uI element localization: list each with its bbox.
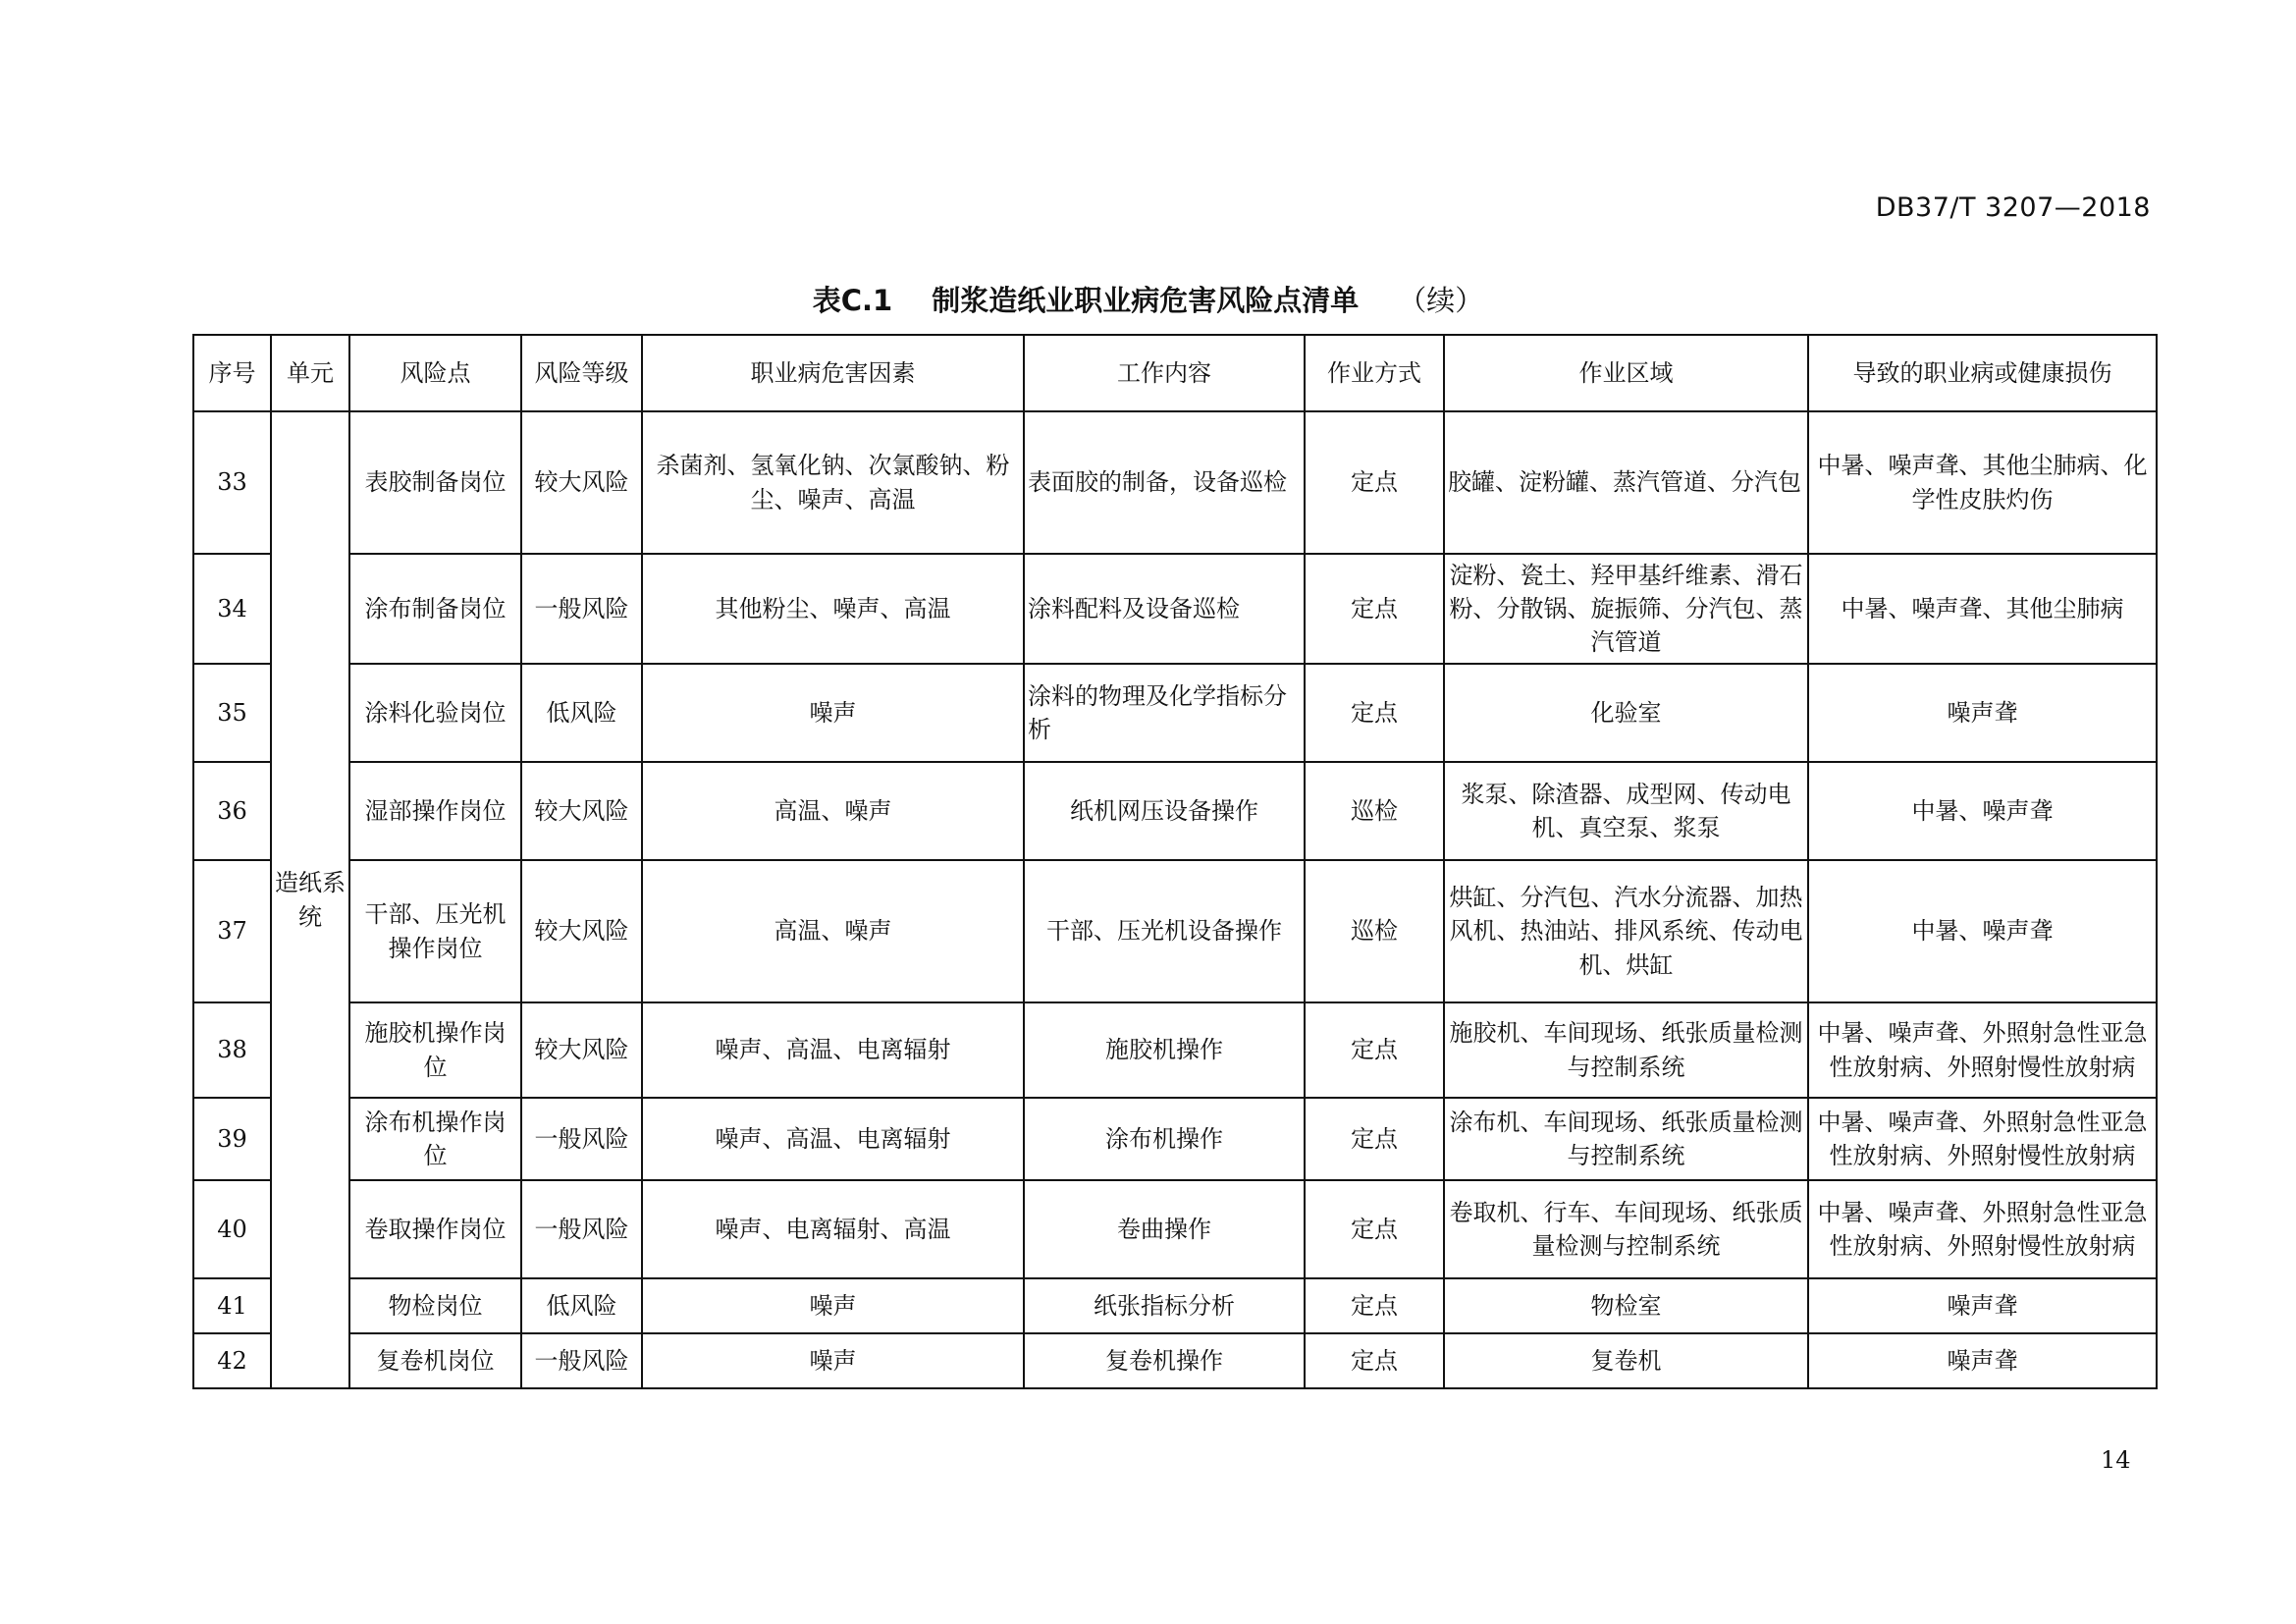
- disease-cell: 中暑、噪声聋、其他尘肺病: [1808, 554, 2157, 664]
- hazard-factors-cell: 噪声: [642, 664, 1024, 762]
- risk-table: [192, 334, 2158, 1389]
- column-header-work-mode: 作业方式: [1305, 335, 1444, 411]
- hazard-factors-cell: 高温、噪声: [642, 762, 1024, 860]
- column-header-risk-level: 风险等级: [521, 335, 642, 411]
- work-area-cell: 淀粉、瓷土、羟甲基纤维素、滑石粉、分散锅、旋振筛、分汽包、蒸汽管道: [1444, 554, 1808, 664]
- work-area-cell: 化验室: [1444, 664, 1808, 762]
- table-row: [193, 860, 2157, 1002]
- disease-cell: 噪声聋: [1808, 1278, 2157, 1333]
- disease-cell: 中暑、噪声聋、外照射急性亚急性放射病、外照射慢性放射病: [1808, 1180, 2157, 1278]
- table-row: [193, 554, 2157, 664]
- work-content-cell: 施胶机操作: [1024, 1002, 1305, 1098]
- table-row: [193, 762, 2157, 860]
- work-content-cell: 纸机网压设备操作: [1024, 762, 1305, 860]
- disease-cell: 中暑、噪声聋、其他尘肺病、化学性皮肤灼伤: [1808, 411, 2157, 554]
- risk-point-cell: 施胶机操作岗位: [349, 1002, 521, 1098]
- row-number: 36: [193, 762, 271, 860]
- hazard-factors-cell: 噪声、高温、电离辐射: [642, 1098, 1024, 1180]
- work-mode-cell: 定点: [1305, 1002, 1444, 1098]
- hazard-factors-cell: 噪声、高温、电离辐射: [642, 1002, 1024, 1098]
- row-number: 38: [193, 1002, 271, 1098]
- column-header-hazard-factors: 职业病危害因素: [642, 335, 1024, 411]
- risk-level-cell: 较大风险: [521, 1002, 642, 1098]
- column-header-disease: 导致的职业病或健康损伤: [1808, 335, 2157, 411]
- risk-level-cell: 较大风险: [521, 860, 642, 1002]
- risk-point-cell: 干部、压光机操作岗位: [349, 860, 521, 1002]
- row-number: 42: [193, 1333, 271, 1388]
- disease-cell: 中暑、噪声聋: [1808, 762, 2157, 860]
- work-content-cell: 卷曲操作: [1024, 1180, 1305, 1278]
- work-content-cell: 复卷机操作: [1024, 1333, 1305, 1388]
- risk-level-cell: 较大风险: [521, 762, 642, 860]
- table-row: [193, 411, 2157, 554]
- disease-cell: 噪声聋: [1808, 664, 2157, 762]
- risk-point-cell: 涂布制备岗位: [349, 554, 521, 664]
- risk-point-cell: 复卷机岗位: [349, 1333, 521, 1388]
- column-header-risk-point: 风险点: [349, 335, 521, 411]
- table-row: [193, 1333, 2157, 1388]
- unit-cell: 造纸系统: [271, 411, 349, 1388]
- work-area-cell: 浆泵、除渣器、成型网、传动电机、真空泵、浆泵: [1444, 762, 1808, 860]
- risk-level-cell: 低风险: [521, 1278, 642, 1333]
- work-area-cell: 烘缸、分汽包、汽水分流器、加热风机、热油站、排风系统、传动电机、烘缸: [1444, 860, 1808, 1002]
- disease-cell: 中暑、噪声聋、外照射急性亚急性放射病、外照射慢性放射病: [1808, 1002, 2157, 1098]
- table-title: [0, 279, 2296, 319]
- page-number: 14: [2101, 1446, 2131, 1474]
- risk-level-cell: 一般风险: [521, 554, 642, 664]
- work-mode-cell: 定点: [1305, 554, 1444, 664]
- risk-point-cell: 表胶制备岗位: [349, 411, 521, 554]
- row-number: 34: [193, 554, 271, 664]
- table-row: [193, 1278, 2157, 1333]
- work-content-cell: 表面胶的制备，设备巡检: [1024, 411, 1305, 554]
- risk-point-cell: 涂布机操作岗位: [349, 1098, 521, 1180]
- work-area-cell: 胶罐、淀粉罐、蒸汽管道、分汽包: [1444, 411, 1808, 554]
- risk-level-cell: 一般风险: [521, 1333, 642, 1388]
- column-header-work-content: 工作内容: [1024, 335, 1305, 411]
- work-mode-cell: 定点: [1305, 1278, 1444, 1333]
- work-area-cell: 复卷机: [1444, 1333, 1808, 1388]
- row-number: 37: [193, 860, 271, 1002]
- hazard-factors-cell: 高温、噪声: [642, 860, 1024, 1002]
- table-row: [193, 1002, 2157, 1098]
- hazard-factors-cell: 噪声: [642, 1333, 1024, 1388]
- risk-point-cell: 卷取操作岗位: [349, 1180, 521, 1278]
- work-area-cell: 施胶机、车间现场、纸张质量检测与控制系统: [1444, 1002, 1808, 1098]
- table-continued-label: （续）: [1398, 284, 1484, 317]
- work-mode-cell: 定点: [1305, 664, 1444, 762]
- risk-point-cell: 湿部操作岗位: [349, 762, 521, 860]
- disease-cell: 中暑、噪声聋、外照射急性亚急性放射病、外照射慢性放射病: [1808, 1098, 2157, 1180]
- row-number: 40: [193, 1180, 271, 1278]
- work-mode-cell: 巡检: [1305, 762, 1444, 860]
- table-title-text: 制浆造纸业职业病危害风险点清单: [932, 284, 1360, 317]
- table-row: [193, 664, 2157, 762]
- row-number: 41: [193, 1278, 271, 1333]
- table-header-row: [193, 335, 2157, 411]
- risk-level-cell: 一般风险: [521, 1180, 642, 1278]
- work-mode-cell: 巡检: [1305, 860, 1444, 1002]
- table-row: [193, 1180, 2157, 1278]
- risk-point-cell: 物检岗位: [349, 1278, 521, 1333]
- work-content-cell: 涂料的物理及化学指标分析: [1024, 664, 1305, 762]
- risk-point-cell: 涂料化验岗位: [349, 664, 521, 762]
- work-content-cell: 涂料配料及设备巡检: [1024, 554, 1305, 664]
- document-code: DB37/T 3207—2018: [1875, 192, 2151, 223]
- work-mode-cell: 定点: [1305, 1098, 1444, 1180]
- hazard-factors-cell: 其他粉尘、噪声、高温: [642, 554, 1024, 664]
- hazard-factors-cell: 噪声: [642, 1278, 1024, 1333]
- column-header-work-area: 作业区域: [1444, 335, 1808, 411]
- disease-cell: 中暑、噪声聋: [1808, 860, 2157, 1002]
- hazard-factors-cell: 杀菌剂、氢氧化钠、次氯酸钠、粉尘、噪声、高温: [642, 411, 1024, 554]
- work-area-cell: 物检室: [1444, 1278, 1808, 1333]
- column-header-no: 序号: [193, 335, 271, 411]
- row-number: 39: [193, 1098, 271, 1180]
- work-area-cell: 卷取机、行车、车间现场、纸张质量检测与控制系统: [1444, 1180, 1808, 1278]
- work-mode-cell: 定点: [1305, 1333, 1444, 1388]
- risk-level-cell: 低风险: [521, 664, 642, 762]
- disease-cell: 噪声聋: [1808, 1333, 2157, 1388]
- table-number: 表C.1: [812, 284, 893, 317]
- row-number: 35: [193, 664, 271, 762]
- hazard-factors-cell: 噪声、电离辐射、高温: [642, 1180, 1024, 1278]
- risk-level-cell: 较大风险: [521, 411, 642, 554]
- table-row: [193, 1098, 2157, 1180]
- column-header-unit: 单元: [271, 335, 349, 411]
- risk-level-cell: 一般风险: [521, 1098, 642, 1180]
- work-content-cell: 涂布机操作: [1024, 1098, 1305, 1180]
- work-content-cell: 纸张指标分析: [1024, 1278, 1305, 1333]
- work-content-cell: 干部、压光机设备操作: [1024, 860, 1305, 1002]
- row-number: 33: [193, 411, 271, 554]
- work-mode-cell: 定点: [1305, 1180, 1444, 1278]
- work-area-cell: 涂布机、车间现场、纸张质量检测与控制系统: [1444, 1098, 1808, 1180]
- work-mode-cell: 定点: [1305, 411, 1444, 554]
